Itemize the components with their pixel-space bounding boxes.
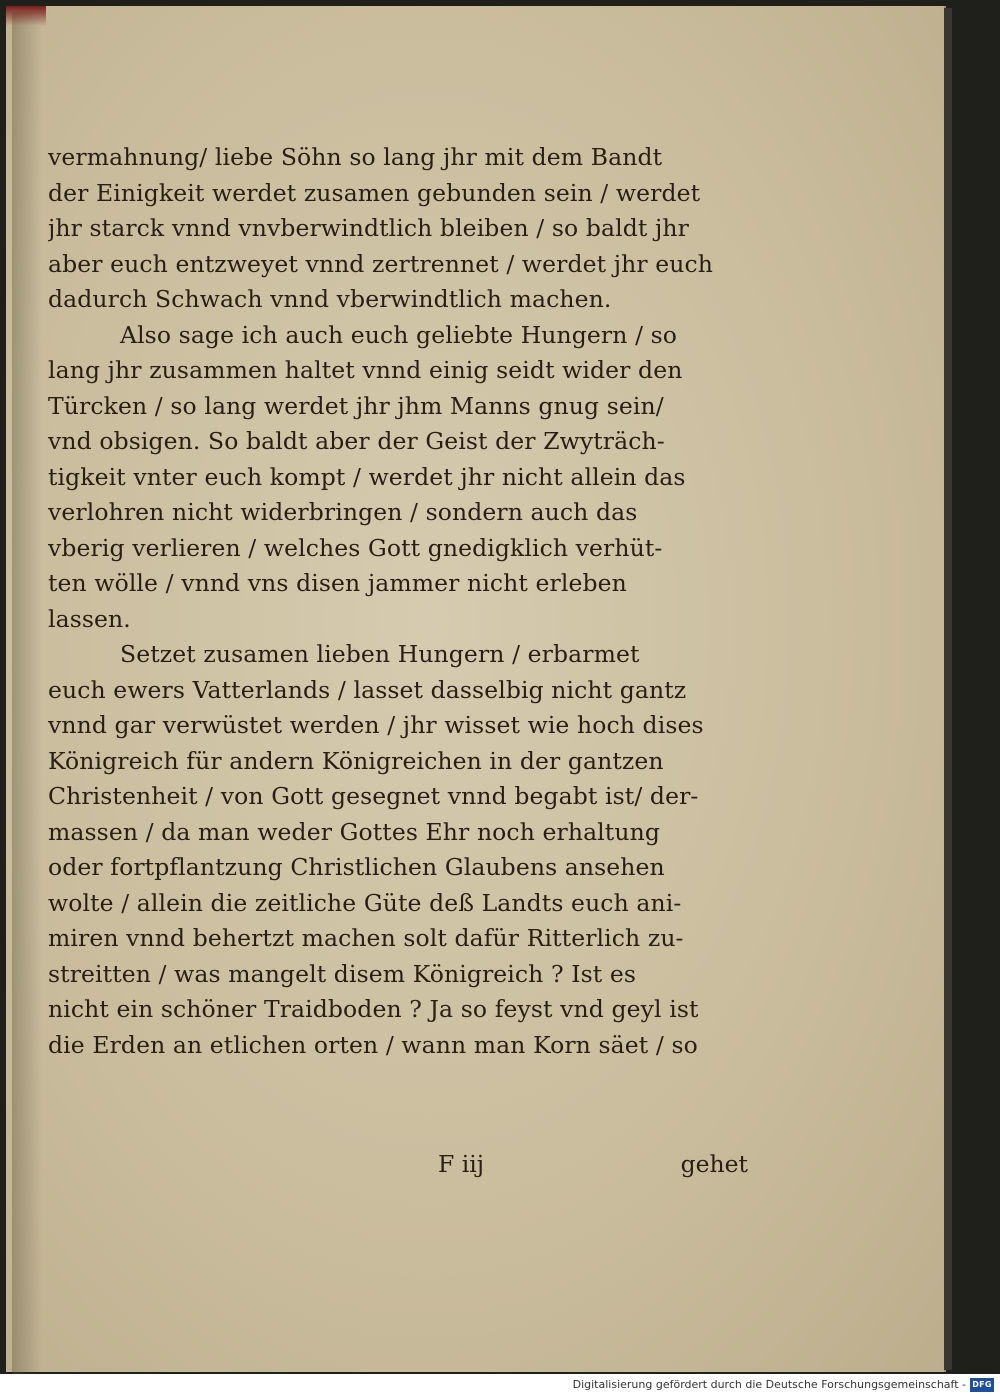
corner-mark <box>6 6 46 26</box>
text-line: euch ewers Vatterlands / lasset dasselbig nicht gantz <box>48 675 687 704</box>
text-line: Also sage ich auch euch geliebte Hungern / so <box>120 320 678 349</box>
text-line: aber euch entzweyet vnnd zertrennet / werdet jhr euch <box>48 249 713 278</box>
text-line: die Erden an etlichen orten / wann man Korn säet / so <box>48 1030 698 1059</box>
text-line: Setzet zusamen lieben Hungern / erbarmet <box>120 640 640 668</box>
text-line: massen / da man weder Gottes Ehr noch erhaltung <box>48 817 660 846</box>
text-line: lang jhr zusammen haltet vnnd einig seidt wider den <box>48 356 683 384</box>
catchword: gehet <box>680 1150 748 1178</box>
text-line: wolte / allein die zeitliche Güte deß Landts euch ani- <box>48 888 682 917</box>
text-line: Königreich für andern Königreichen in der gantzen <box>48 746 664 775</box>
text-line: verlohren nicht widerbringen / sondern auch das <box>48 498 638 526</box>
text-line: vnd obsigen. So baldt aber der Geist der Zwyträch- <box>48 427 665 455</box>
text-line: tigkeit vnter euch kompt / werdet jhr nicht allein das <box>48 462 686 491</box>
text-line: miren vnnd behertzt machen solt dafür Ritterlich zu- <box>48 924 684 952</box>
text-line: vermahnung/ liebe Söhn so lang jhr mit dem Bandt <box>48 143 663 171</box>
text-line: streitten / was mangelt disem Königreich ? Ist es <box>48 959 637 988</box>
credit-bar <box>0 1374 1000 1396</box>
text-line: vberig verlieren / welches Gott gnedigklich verhüt- <box>48 533 663 562</box>
text-line: jhr starck vnnd vnvberwindtlich bleiben / so baldt jhr <box>48 214 689 242</box>
text-line: Türcken / so lang werdet jhr jhm Manns gnug sein/ <box>48 391 664 420</box>
text-line: Christenheit / von Gott gesegnet vnnd begabt ist/ der- <box>48 782 699 810</box>
credit-text: Digitalisierung gefördert durch die Deutsche Forschungsgemeinschaft - <box>572 1378 966 1391</box>
text-line: oder fortpflantzung Christlichen Glaubens ansehen <box>48 853 665 881</box>
signature-mark: F iij <box>438 1150 485 1178</box>
text-line: ten wölle / vnnd vns disen jammer nicht erleben <box>48 569 627 597</box>
text-line: dadurch Schwach vnnd vberwindtlich machen. <box>48 285 612 313</box>
text-line: nicht ein schöner Traidboden ? Ja so feyst vnd geyl ist <box>48 995 699 1023</box>
page-text <box>48 140 748 1063</box>
text-line: vnnd gar verwüstet werden / jhr wisset wie hoch dises <box>48 711 704 739</box>
page-footer <box>48 1150 748 1186</box>
text-line: lassen. <box>48 604 131 633</box>
page-edge <box>944 8 952 1370</box>
spine-shadow <box>12 12 42 1378</box>
text-line: der Einigkeit werdet zusamen gebunden sein / werdet <box>48 178 701 207</box>
dfg-logo[interactable]: DFG <box>970 1378 994 1392</box>
